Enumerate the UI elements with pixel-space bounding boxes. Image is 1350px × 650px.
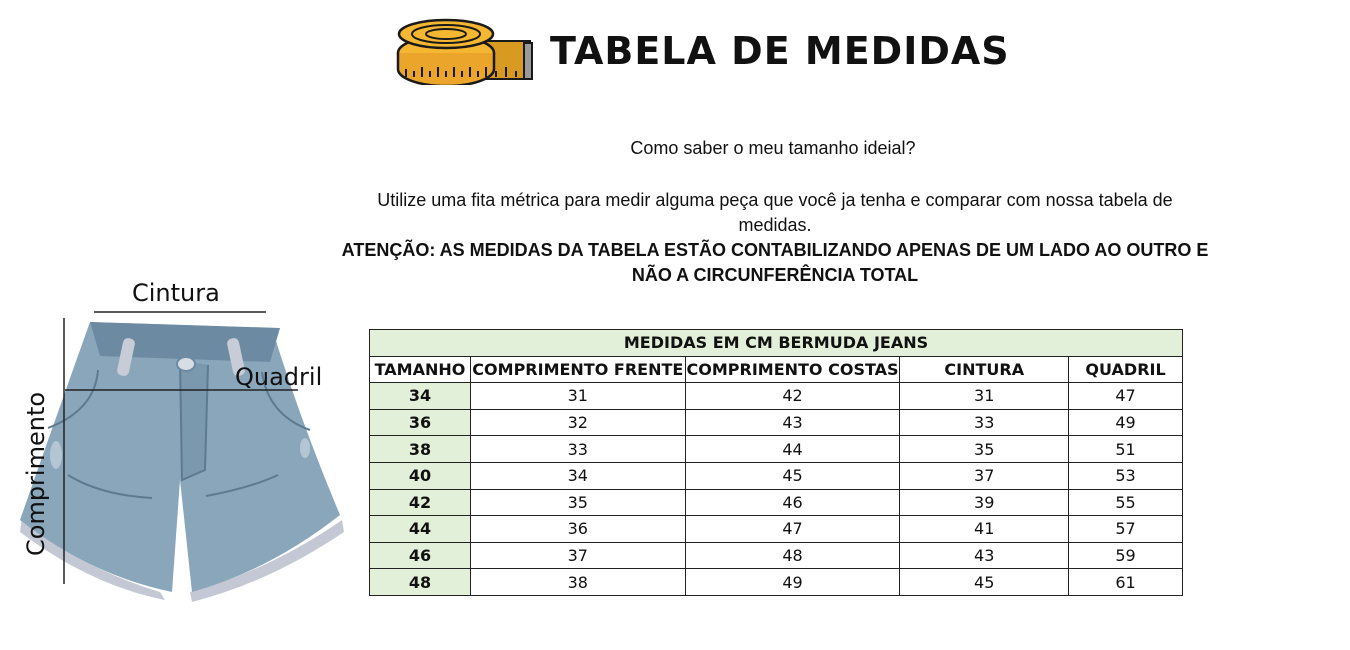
table-cell: 48 bbox=[685, 542, 900, 569]
denim-shorts-illustration bbox=[0, 270, 360, 610]
table-header-row bbox=[370, 356, 1183, 383]
size-cell: 34 bbox=[370, 383, 471, 410]
table-cell: 38 bbox=[470, 569, 685, 596]
table-caption-row bbox=[370, 330, 1183, 357]
hip-label: Quadril bbox=[235, 363, 323, 391]
size-cell: 38 bbox=[370, 436, 471, 463]
shorts-diagram bbox=[0, 270, 360, 610]
warning-text: ATENÇÃO: AS MEDIDAS DA TABELA ESTÃO CONTABILIZANDO APENAS DE UM LADO AO OUTRO E NÃO A CIRCUNFERÊNCIA TOTAL bbox=[341, 240, 1209, 285]
table-row bbox=[370, 489, 1183, 516]
table-cell: 49 bbox=[685, 569, 900, 596]
length-label: Comprimento bbox=[22, 391, 50, 556]
table-cell: 45 bbox=[685, 462, 900, 489]
size-cell: 44 bbox=[370, 516, 471, 543]
table-row bbox=[370, 542, 1183, 569]
size-cell: 42 bbox=[370, 489, 471, 516]
table-cell: 59 bbox=[1069, 542, 1183, 569]
table-cell: 34 bbox=[470, 462, 685, 489]
table-cell: 33 bbox=[470, 436, 685, 463]
header-front-length: COMPRIMENTO FRENTE bbox=[470, 356, 685, 383]
table-cell: 42 bbox=[685, 383, 900, 410]
size-cell: 48 bbox=[370, 569, 471, 596]
table-cell: 55 bbox=[1069, 489, 1183, 516]
table-row bbox=[370, 383, 1183, 410]
size-cell: 36 bbox=[370, 409, 471, 436]
table-cell: 44 bbox=[685, 436, 900, 463]
header-waist: CINTURA bbox=[900, 356, 1069, 383]
table-cell: 37 bbox=[470, 542, 685, 569]
table-row bbox=[370, 409, 1183, 436]
table-caption: MEDIDAS EM CM BERMUDA JEANS bbox=[370, 330, 1183, 357]
table-cell: 46 bbox=[685, 489, 900, 516]
table-cell: 57 bbox=[1069, 516, 1183, 543]
table-cell: 41 bbox=[900, 516, 1069, 543]
table-cell: 53 bbox=[1069, 462, 1183, 489]
table-cell: 39 bbox=[900, 489, 1069, 516]
size-cell: 46 bbox=[370, 542, 471, 569]
table-cell: 31 bbox=[900, 383, 1069, 410]
header-back-length: COMPRIMENTO COSTAS bbox=[685, 356, 900, 383]
table-row bbox=[370, 436, 1183, 463]
size-table bbox=[369, 329, 1183, 596]
page-title: TABELA DE MEDIDAS bbox=[550, 29, 1010, 73]
table-row bbox=[370, 569, 1183, 596]
table-cell: 47 bbox=[1069, 383, 1183, 410]
table-cell: 43 bbox=[900, 542, 1069, 569]
table-cell: 49 bbox=[1069, 409, 1183, 436]
intro-question: Como saber o meu tamanho ideial? bbox=[630, 138, 916, 158]
table-cell: 37 bbox=[900, 462, 1069, 489]
table-cell: 31 bbox=[470, 383, 685, 410]
table-cell: 61 bbox=[1069, 569, 1183, 596]
header bbox=[396, 16, 1010, 86]
table-cell: 47 bbox=[685, 516, 900, 543]
header-hip: QUADRIL bbox=[1069, 356, 1183, 383]
table-cell: 33 bbox=[900, 409, 1069, 436]
table-row bbox=[370, 462, 1183, 489]
table-cell: 32 bbox=[470, 409, 685, 436]
table-cell: 45 bbox=[900, 569, 1069, 596]
table-cell: 35 bbox=[900, 436, 1069, 463]
table-cell: 35 bbox=[470, 489, 685, 516]
table-cell: 36 bbox=[470, 516, 685, 543]
waist-label: Cintura bbox=[132, 279, 220, 307]
table-row bbox=[370, 516, 1183, 543]
size-cell: 40 bbox=[370, 462, 471, 489]
intro-paragraph: Utilize uma fita métrica para medir alguma peça que você ja tenha e comparar com nossa tabela de medidas. bbox=[377, 190, 1173, 235]
table-cell: 51 bbox=[1069, 436, 1183, 463]
header-size: TAMANHO bbox=[370, 356, 471, 383]
measuring-tape-icon bbox=[396, 17, 534, 85]
table-cell: 43 bbox=[685, 409, 900, 436]
